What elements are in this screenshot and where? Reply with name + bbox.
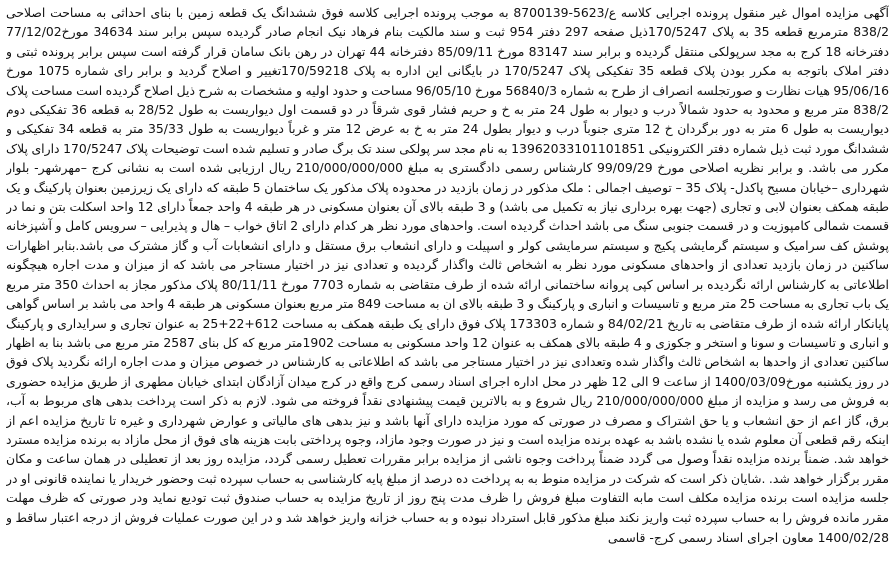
auction-notice-body: آگهی مزایده اموال غیر منقول پرونده اجرایی کلاسه ع/5623-8700139 به موجب پرونده اجرایی کلاسه فوق ششدانگ یک قطعه زمین با بنای احداثی به مساحت اصلاحی 838/2 مترمربع قطعه 35 به پلاک 170/5247ذیل صفحه 297 دفتر 954 ثبت و سند مالکیت بنام فرهاد نیک انجام صادر گردیده سپس برابر سند 34634 مورخ77/12/02 دفترخانه 18 کرج به مجد سرپولکی منتقل گردیده و برابر سند 83147 مورخ 85/09/11 دفترخانه 44 تهران در رهن بانک سامان قرار گرفته است سپس برابر پرونده ثبتی و دفتر املاک باتوجه به مکرر بودن پلاک قطعه 35 تفکیکی پلاک 170/5247 در بایگانی این اداره به پلاک 170/59218تغییر و اصلاح گردید و برابر رای شماره 1075 مورخ 95/06/16 هیات نظارت و صورتجلسه انصراف از طرح به شماره 56840/3 مورخ 96/05/10 مساحت و حدود اولیه و مشخصات به شرح ذیل اصلاح گردیده است مساحت پلاک 838/2 متر مربع و محدود به حدود شمالاً درب و دیوار به طول 24 متر به خ و حریم فشار قوی شرقاً در دو قسمت اول دیواریست به طول 28/52 به قطعه 36 تفکیکی دوم دیواریست به طول 6 متر به دور برگردان خ 12 متری جنوباً درب و دیوار بطول 24 متر به خ به عرض 12 متر و غرباً دیواریست به طول 35/33 متر به قطعه 34 تفکیکی و ششدانگ مورد ثبت ذیل شماره دفتر الکترونیکی 13962033101101851 به نام مجد سر پولکی سند تک برگ صادر و تسلیم شده است توضیحات پلاک 170/5247 دارای پلاک مکرر می باشد. و برابر نظریه اصلاحی مورخ 99/09/29 کارشناس رسمی دادگستری به مبلغ 210/000/000/000 ریال ارزیابی شده است به نشانی کرج –مهرشهر- بلوار شهرداری –خیابان مسیح پاکدل- پلاک 35 – توصیف اجمالی : ملک مذکور در زمان بازدید در محدوده پلاک مذکور یک ساختمان 5 طبقه که دارای یک زیرزمین بعنوان پارکینگ و یک طبقه همکف بعنوان لابی و تجاری (جهت بهره برداری نیاز به تکمیل می باشد) و 3 طبقه بالای آن بعنوان مسکونی در هر طبقه 4 واحد جمعاً دارای 12 واحد اسکلت بتن و نما در قسمت شمالی کامپوزیت و در قسمت جنوبی سنگ می باشد احداث گردیده است. واحدهای مورد نظر هر کدام دارای 2 اتاق خواب – هال و پذیرایی – سرویس کامل و آشپزخانه پوشش کف سرامیک و سیستم گرمایشی پکیج و سیستم سرمایشی کولر و اسپیلت و دارای انشعاب برق مستقل و دارای انشعابات آب و گاز مشترک می باشد.بنابر اظهارات ساکنین در زمان بازدید تعدادی از واحدهای مسکونی مورد نظر به اشخاص ثالث واگذار گردیده و تعدادی نیز در اختیار مستاجر می باشد که از میزان و مدت اجاره هیچگونه اطلاعاتی به کارشناس ارائه نگردیده بر اساس کپی پروانه ساختمانی ارائه شده از طرف متقاضی به شماره 7703 مورخ 80/11/11 پلاک مذکور مجاز به احداث 350 متر مربع یک باب تجاری به مساحت 25 متر مربع و تاسیسات و انباری و پارکینگ و 3 طبقه بالای ان به مساحت 849 متر مربع بعنوان مسکونی هر طبقه 4 واحد می باشد بر اساس گواهی پایانکار ارائه شده از طرف متقاضی به تاریخ 84/02/21 و شماره 173303 پلاک فوق دارای یک طبقه همکف به مساحت 612+22+25 به عنوان تجاری و سرایداری و پارکینگ و انباری و تاسیسات و سونا و استخر و جکوزی و 4 طبقه بالای همکف به عنوان 12 واحد مسکونی به مساحت 1902متر مربع که کل بنای 2587 متر مربع می باشد بنا به اظهار ساکنین تعدادی از واحدها به اشخاص ثالث واگذار شده وتعدادی نیز در اختیار مستاجر می باشد که اطلاعاتی به کارشناس در خصوص میزان و مدت اجاره ارائه نگردید پلاک فوق در روز یکشنبه مورخ1400/03/09 از ساعت 9 الی 12 ظهر در محل اداره اجرای اسناد رسمی کرج واقع در کرج میدان آزادگان ابتدای خیابان مطهری از طریق مزایده حضوری به فروش می رسد و مزایده از مبلغ 210/000/000/000 ریال شروع و به بالاترین قیمت پیشنهادی نقداً فروخته می شود. لازم به ذکر است پرداخت بدهی های مربوط به آب، برق، گاز اعم از حق انشعاب و یا حق اشتراک و مصرف در صورتی که مورد مزایده دارای آنها باشد و نیز بدهی های مالیاتی و عوارض شهرداری و غیره تا تاریخ مزایده اعم از اینکه رقم قطعی آن معلوم شده یا نشده باشد به عهده برنده مزایده است و نیز در صورت وجود مازاد، وجوه پرداختی بابت هزینه های فوق از محل مازاد به برنده مزایده مسترد خواهد شد. ضمناً برنده مزایده نقداً وصول می گردد ضمناً پرداخت وجوه ناشی از مزایده برابر مقررات تعطیل رسمی گردد، مزایده روز بعد از تعطیلی در همان ساعت و مکان مقرر برگزار خواهد شد. .شایان ذکر است که شرکت در مزایده منوط به به پرداخت ده درصد از مبلغ پایه کارشناسی به حساب سپرده ثبت وحضور خریدار یا نماینده قانونی او در جلسه مزایده است برنده مزایده مکلف است مابه التفاوت مبلغ فروش را ظرف مدت پنج روز از تاریخ مزایده به حساب صندوق ثبت تودیع نماید ودر صورتی که ظرف مهلت مقرر مانده فروش را به حساب سپرده ثبت واریز نکند مبلغ مذکور قابل استرداد نبوده و به حساب خزانه واریز خواهد شد و در این صورت عملیات فروش از درجه اعتبار ساقط و [6,5,889,525]
auction-notice-footer: 1400/02/28 معاون اجرای اسناد رسمی کرج- قاسمی [607,530,889,545]
